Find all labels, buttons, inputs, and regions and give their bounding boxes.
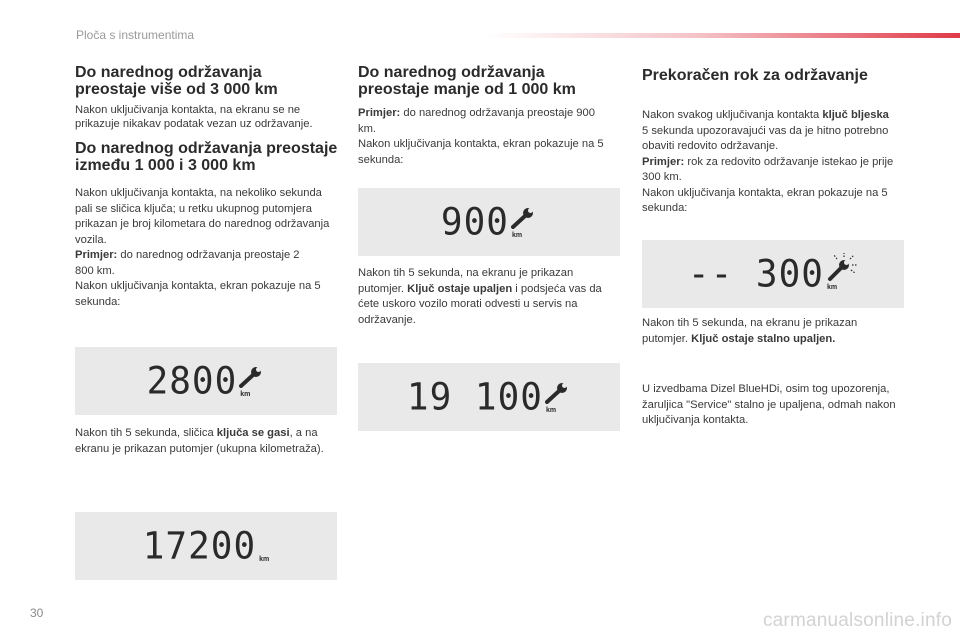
- overdue-text-b: 5 sekunda upozoravajući vas da je hitno potrebno obaviti redovito održavanje.: [642, 124, 889, 152]
- display-intro-text: Nakon uključivanja kontakta, ekran pokazuje na 5 sekunda:: [358, 138, 604, 166]
- overdue-text: [642, 108, 894, 155]
- column-1: [75, 64, 337, 310]
- display-intro-text: Nakon uključivanja kontakta, ekran pokazuje na 5 sekunda:: [642, 186, 888, 214]
- example-900: [358, 106, 608, 137]
- display-value: 19 100: [406, 375, 543, 419]
- section-text-between-1000-3000: Nakon uključivanja kontakta, na nekoliko sekunda pali se sličica ključa; u retku ukupnog putomjera prikazan je broj kilometara do narednog održavanja vozila.: [75, 187, 330, 246]
- display-value: 900: [440, 200, 509, 244]
- wrench-icon: [239, 366, 265, 388]
- example-text: rok za redovito održavanje istekao je prije 300 km.: [642, 155, 894, 183]
- odometer-display-minus-300: [642, 240, 904, 308]
- watermark: carmanualsonline.info: [762, 610, 952, 631]
- example-text: do narednog održavanja preostaje 900 km.: [358, 107, 595, 135]
- column-2: [358, 64, 620, 168]
- after-display-text-col1: [75, 426, 337, 457]
- flashing-wrench-icon: [824, 253, 858, 283]
- after-display-text-col2: [358, 266, 620, 328]
- example-2800: [75, 248, 320, 279]
- header-accent-bar: [486, 33, 960, 38]
- section-title-between-1000-3000: Do narednog održavanja preostaje između 1 000 i 3 000 km: [75, 140, 338, 174]
- bluehdi-note: U izvedbama Dizel BlueHDi, osim tog upozorenja, žaruljica "Service" stalno je upaljena, odmah nakon uključivanja kontakta.: [642, 383, 896, 426]
- after-text-b: , a na ekranu je prikazan putomjer (ukupna kilometraža).: [75, 427, 324, 455]
- section-title-less-than-1000: Do narednog održavanja preostaje manje od 1 000 km: [358, 64, 576, 98]
- display-unit: km: [545, 406, 557, 414]
- display-unit: km: [511, 231, 523, 239]
- odometer-display-900: [358, 188, 620, 256]
- section-title-overdue: Prekoračen rok za održavanje: [642, 67, 868, 84]
- section-text-more-than-3000: Nakon uključivanja kontakta, na ekranu se ne prikazuje nikakav podatak vezan uz održavanje.: [75, 104, 313, 130]
- example-label: Primjer:: [642, 155, 685, 168]
- section-title-more-than-3000: Do narednog održavanja preostaje više od 3 000 km: [75, 64, 278, 98]
- after-text-a: Nakon tih 5 sekunda, na ekranu je prikazan putomjer.: [358, 267, 574, 295]
- display-unit: km: [259, 555, 270, 563]
- odometer-display-19100: [358, 363, 620, 431]
- example-label: Primjer:: [358, 107, 401, 119]
- column-3: [642, 64, 904, 217]
- display-unit: km: [240, 390, 251, 398]
- example-text: do narednog održavanja preostaje 2 800 km.: [75, 249, 300, 277]
- display-unit: km: [826, 284, 838, 291]
- after-text-a: Nakon tih 5 sekunda, sličica: [75, 427, 217, 439]
- after-text-bold: Ključ ostaje upaljen: [407, 282, 513, 295]
- after-text-b: i podsjeća vas da ćete uskoro vozilo morati odvesti u servis na održavanje.: [358, 282, 602, 326]
- display-intro-text: Nakon uključivanja kontakta, ekran pokazuje na 5 sekunda:: [75, 280, 321, 308]
- odometer-display-2800: [75, 347, 337, 415]
- example-300: [642, 155, 900, 186]
- after-text-bold: Ključ ostaje stalno upaljen.: [691, 332, 836, 345]
- example-label: Primjer:: [75, 249, 118, 261]
- display-value: 2800: [146, 359, 238, 403]
- after-display-text-col3: [642, 316, 904, 347]
- page-number: 30: [30, 606, 44, 620]
- display-value: -- 300: [687, 252, 824, 297]
- after-text-a: Nakon tih 5 sekunda, na ekranu je prikazan putomjer.: [642, 317, 858, 345]
- overdue-text-bold: ključ bljeska: [822, 109, 889, 121]
- wrench-icon: [511, 207, 537, 229]
- odometer-display-17200: [75, 512, 337, 580]
- wrench-icon: [545, 382, 571, 404]
- after-text-bold: ključa se gasi: [216, 427, 290, 439]
- display-value: 17200: [142, 524, 257, 568]
- overdue-text-a: Nakon svakog uključivanja kontakta: [642, 109, 823, 121]
- page-header-title: Ploča s instrumentima: [76, 28, 195, 42]
